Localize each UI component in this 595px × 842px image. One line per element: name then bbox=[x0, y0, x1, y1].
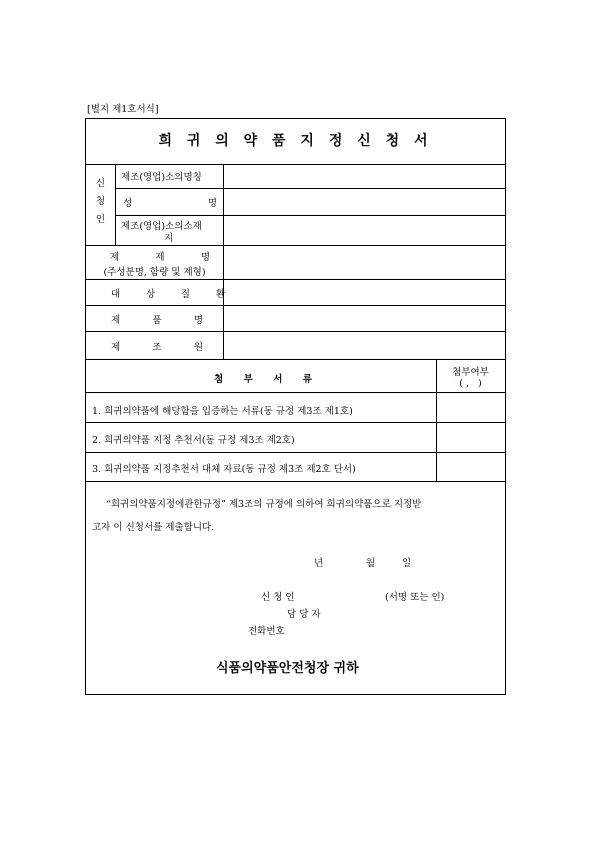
attachment-item-3: 3. 희귀의약품 지정추천서 대체 자료(동 규정 제3조 제2호 단서) bbox=[92, 464, 356, 475]
attachment-item-2: 2. 희귀의약품 지정 추천서(동 규정 제3조 제2호) bbox=[92, 435, 295, 446]
name-label-char: 성 bbox=[123, 198, 133, 209]
formulation-label bbox=[110, 249, 210, 263]
manufacturer-name-label: 제조(영업)소의명칭 bbox=[121, 172, 202, 183]
form-title: 희 귀 의 약 품 지 정 신 청 서 bbox=[158, 133, 433, 149]
manufacturing-char: 조 bbox=[152, 342, 162, 353]
attachment-item-1: 1. 희귀의약품에 해당함을 입증하는 서류(동 규정 제3조 제1호) bbox=[92, 406, 353, 417]
formulation-char: 명 bbox=[200, 252, 210, 263]
target-disease-field[interactable] bbox=[224, 280, 505, 305]
date-month-label: 월 bbox=[366, 558, 376, 569]
statement-line-1: “희귀의약품지정에관한규정” 제3조의 규정에 의하여 희귀의약품으로 지정받 bbox=[106, 499, 422, 510]
formulation-sublabel: (주성분명, 함량 및 제형) bbox=[103, 267, 206, 278]
target-disease-char: 상 bbox=[145, 289, 156, 300]
divider bbox=[86, 481, 505, 482]
applicant-group-char: 신 bbox=[95, 178, 106, 189]
address-label-cont: 지 bbox=[164, 233, 174, 244]
manufacturing-field[interactable] bbox=[224, 332, 505, 359]
manager-label: 담 당 자 bbox=[287, 609, 321, 620]
attachment-check-1[interactable] bbox=[437, 393, 505, 422]
divider bbox=[115, 164, 116, 245]
formulation-field[interactable] bbox=[224, 246, 505, 279]
attachment-check-subheader: ( , ) bbox=[459, 378, 482, 389]
product-name-field[interactable] bbox=[224, 306, 505, 331]
attachment-check-header: 첨부여부 bbox=[452, 367, 489, 378]
attachments-header-char: 서 bbox=[273, 374, 283, 385]
manufacturing-char: 제 bbox=[111, 342, 121, 353]
phone-label: 전화번호 bbox=[248, 626, 285, 637]
product-name-label bbox=[111, 312, 203, 326]
formulation-char: 제 bbox=[155, 252, 165, 263]
application-form bbox=[85, 118, 506, 695]
name-label-char: 명 bbox=[207, 198, 217, 209]
applicant-group-char: 청 bbox=[95, 196, 106, 207]
applicant-sign-field[interactable]: (서명 또는 인) bbox=[385, 592, 445, 603]
manufacturing-label bbox=[111, 339, 203, 353]
formulation-char: 제 bbox=[110, 252, 120, 263]
divider bbox=[86, 359, 505, 360]
date-year-label: 년 bbox=[314, 558, 324, 569]
attachments-header bbox=[214, 371, 312, 385]
attachments-header-char: 류 bbox=[302, 374, 312, 385]
address-label: 제조(영업)소의소재 bbox=[121, 221, 202, 232]
attachments-header-char: 첨 bbox=[214, 374, 224, 385]
target-disease-char: 질 bbox=[180, 289, 191, 300]
applicant-sign-label: 신 청 인 bbox=[261, 592, 295, 603]
addressee: 식품의약품안전청장 귀하 bbox=[216, 661, 359, 676]
product-name-char: 제 bbox=[111, 315, 121, 326]
attachments-header-char: 부 bbox=[243, 374, 253, 385]
applicant-group-char: 인 bbox=[95, 214, 106, 225]
target-disease-char: 환 bbox=[215, 289, 225, 300]
form-number-label: [별지 제1호서식] bbox=[87, 104, 159, 115]
name-field[interactable] bbox=[224, 189, 505, 215]
name-label bbox=[123, 195, 217, 209]
statement-line-2: 고자 이 신청서를 제출합니다. bbox=[92, 522, 215, 533]
target-disease-char: 대 bbox=[111, 289, 121, 300]
attachment-check-2[interactable] bbox=[437, 423, 505, 452]
date-day-label: 일 bbox=[402, 558, 412, 569]
address-field[interactable] bbox=[224, 216, 505, 245]
target-disease-label bbox=[111, 286, 225, 300]
product-name-char: 명 bbox=[193, 315, 203, 326]
product-name-char: 품 bbox=[152, 315, 162, 326]
attachment-check-3[interactable] bbox=[437, 453, 505, 481]
manufacturing-char: 원 bbox=[193, 342, 203, 353]
manufacturer-name-field[interactable] bbox=[224, 165, 505, 188]
applicant-group-label bbox=[86, 175, 115, 229]
